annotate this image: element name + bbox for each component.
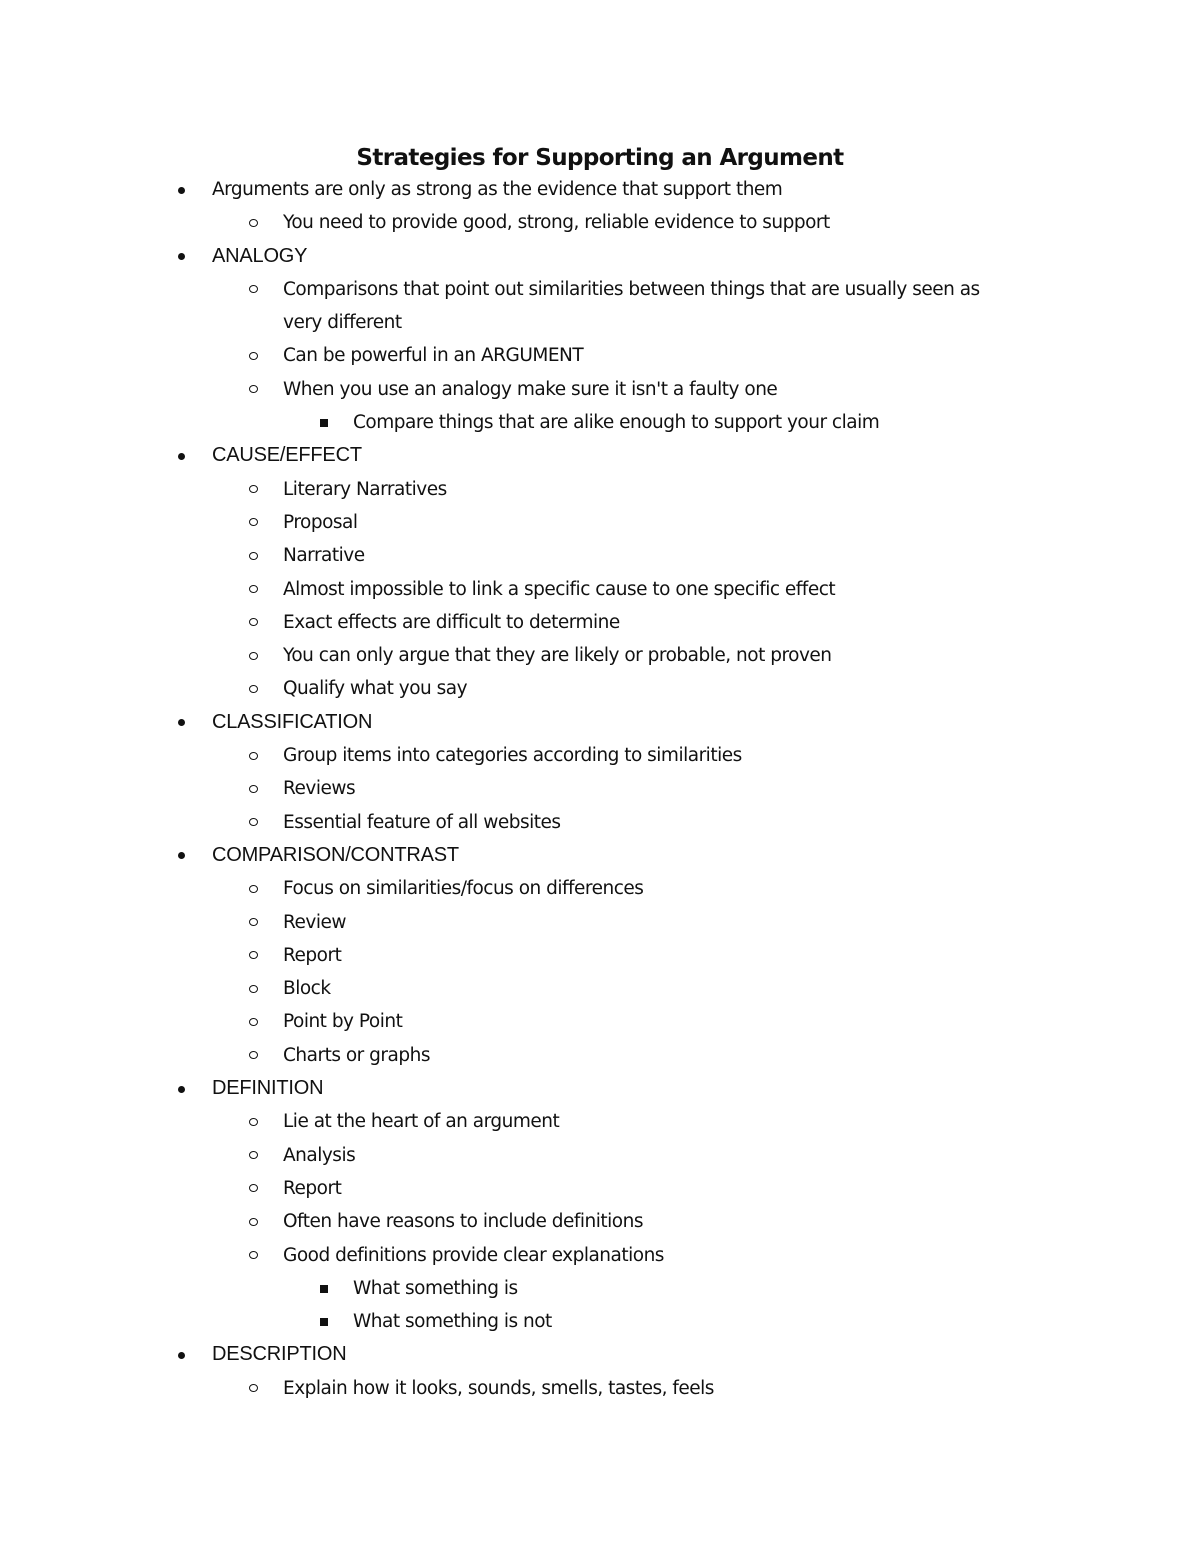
list-item-text: Charts or graphs: [283, 1044, 430, 1066]
list-item: [0, 1139, 1200, 1172]
bullet-circle-icon: [249, 1384, 258, 1392]
bullet-circle-icon: [249, 618, 258, 626]
bullet-circle-icon: [249, 219, 258, 227]
list-item: [0, 506, 1200, 539]
bullet-square-icon: [320, 1318, 328, 1326]
list-item-text: Can be powerful in an ARGUMENT: [283, 345, 584, 367]
bullet-circle-icon: [249, 552, 258, 560]
bullet-circle-icon: [249, 385, 258, 393]
bullet-circle-icon: [249, 885, 258, 893]
list-item-text: Explain how it looks, sounds, smells, tastes, feels: [283, 1377, 714, 1399]
list-item-text: What something is not: [353, 1311, 552, 1333]
list-item-text: Good definitions provide clear explanations: [283, 1244, 664, 1266]
bullet-circle-icon: [249, 485, 258, 493]
list-item-text: Analysis: [283, 1144, 356, 1166]
bullet-circle-icon: [249, 1251, 258, 1259]
list-item: [0, 273, 1003, 340]
list-item-text: COMPARISON/CONTRAST: [212, 843, 459, 866]
list-item-text: DESCRIPTION: [212, 1343, 347, 1366]
list-item-text: Review: [283, 911, 347, 933]
list-item-text: Narrative: [283, 545, 365, 567]
list-item-text: Reviews: [283, 778, 356, 800]
bullet-disc-icon: [178, 187, 185, 194]
bullet-circle-icon: [249, 352, 258, 360]
bullet-circle-icon: [249, 1184, 258, 1192]
list-item-text: Compare things that are alike enough to support your claim: [353, 412, 880, 434]
list-item: [0, 1039, 1200, 1072]
list-item: [0, 373, 1200, 406]
list-item: [0, 206, 1200, 239]
list-item: [0, 972, 1200, 1005]
list-item-text: Report: [283, 944, 342, 966]
list-item-text: Proposal: [283, 511, 358, 533]
list-item-text: DEFINITION: [212, 1077, 324, 1100]
bullet-circle-icon: [249, 1018, 258, 1026]
list-item: [0, 406, 1200, 439]
list-item: [0, 539, 1200, 572]
list-item: [0, 872, 1200, 905]
bullet-disc-icon: [178, 1086, 185, 1093]
list-item: [0, 1205, 1200, 1238]
bullet-circle-icon: [249, 1118, 258, 1126]
list-item: [0, 906, 1200, 939]
list-item-text: You can only argue that they are likely or probable, not proven: [283, 645, 832, 667]
list-item-text: ANALOGY: [212, 244, 308, 267]
section-heading: [0, 1072, 1200, 1105]
bullet-circle-icon: [249, 785, 258, 793]
list-item-text: Report: [283, 1177, 342, 1199]
bullet-circle-icon: [249, 585, 258, 593]
list-item: [0, 339, 1200, 372]
document-title: Strategies for Supporting an Argument: [356, 145, 844, 171]
bullet-circle-icon: [249, 652, 258, 660]
list-item-text: Exact effects are difficult to determine: [283, 611, 620, 633]
bullet-circle-icon: [249, 818, 258, 826]
bullet-circle-icon: [249, 518, 258, 526]
list-item: [0, 1239, 1200, 1272]
bullet-square-icon: [320, 419, 328, 427]
list-item: [0, 173, 1200, 206]
list-item-text: CLASSIFICATION: [212, 710, 373, 733]
list-item: [0, 1105, 1200, 1138]
bullet-outline: [0, 173, 1200, 1405]
list-item: [0, 1005, 1200, 1038]
bullet-disc-icon: [178, 453, 185, 460]
bullet-circle-icon: [249, 1151, 258, 1159]
section-heading: [0, 706, 1200, 739]
bullet-circle-icon: [249, 1051, 258, 1059]
list-item-text: Almost impossible to link a specific cause to one specific effect: [283, 578, 836, 600]
bullet-square-icon: [320, 1285, 328, 1293]
section-heading: [0, 1338, 1200, 1371]
bullet-disc-icon: [178, 719, 185, 726]
list-item: [0, 606, 1200, 639]
list-item-text: Literary Narratives: [283, 478, 447, 500]
list-item: [0, 806, 1200, 839]
section-heading: [0, 839, 1200, 872]
list-item-text: Arguments are only as strong as the evidence that support them: [212, 179, 783, 200]
list-item: [0, 772, 1200, 805]
bullet-disc-icon: [178, 1352, 185, 1359]
bullet-circle-icon: [249, 752, 258, 760]
list-item-text: Focus on similarities/focus on differences: [283, 878, 644, 900]
list-item: [0, 739, 1200, 772]
list-item-text: When you use an analogy make sure it isn't a faulty one: [283, 378, 778, 400]
list-item-text: Block: [283, 978, 331, 1000]
list-item: [0, 1172, 1200, 1205]
list-item-text: Often have reasons to include definitions: [283, 1211, 643, 1233]
list-item-text: Group items into categories according to similarities: [283, 745, 742, 767]
section-heading: [0, 240, 1200, 273]
list-item-text: CAUSE/EFFECT: [212, 444, 362, 467]
list-item: [0, 1272, 1200, 1305]
bullet-disc-icon: [178, 852, 185, 859]
bullet-circle-icon: [249, 918, 258, 926]
list-item-text: Essential feature of all websites: [283, 811, 561, 833]
list-item: [0, 473, 1200, 506]
bullet-disc-icon: [178, 253, 185, 260]
bullet-circle-icon: [249, 685, 258, 693]
list-item: [0, 573, 1200, 606]
bullet-circle-icon: [249, 951, 258, 959]
list-item-text: Comparisons that point out similarities between things that are usually seen as very different: [283, 278, 980, 334]
list-item-text: Point by Point: [283, 1011, 403, 1033]
bullet-circle-icon: [249, 985, 258, 993]
list-item: [0, 1372, 1200, 1405]
list-item: [0, 672, 1200, 705]
list-item: [0, 639, 1200, 672]
list-item-text: What something is: [353, 1277, 518, 1299]
bullet-circle-icon: [249, 1218, 258, 1226]
bullet-circle-icon: [249, 285, 258, 293]
section-heading: [0, 439, 1200, 472]
list-item: [0, 1305, 1200, 1338]
list-item-text: Qualify what you say: [283, 678, 468, 700]
list-item-text: Lie at the heart of an argument: [283, 1111, 560, 1133]
list-item: [0, 939, 1200, 972]
list-item-text: You need to provide good, strong, reliable evidence to support: [283, 212, 830, 234]
